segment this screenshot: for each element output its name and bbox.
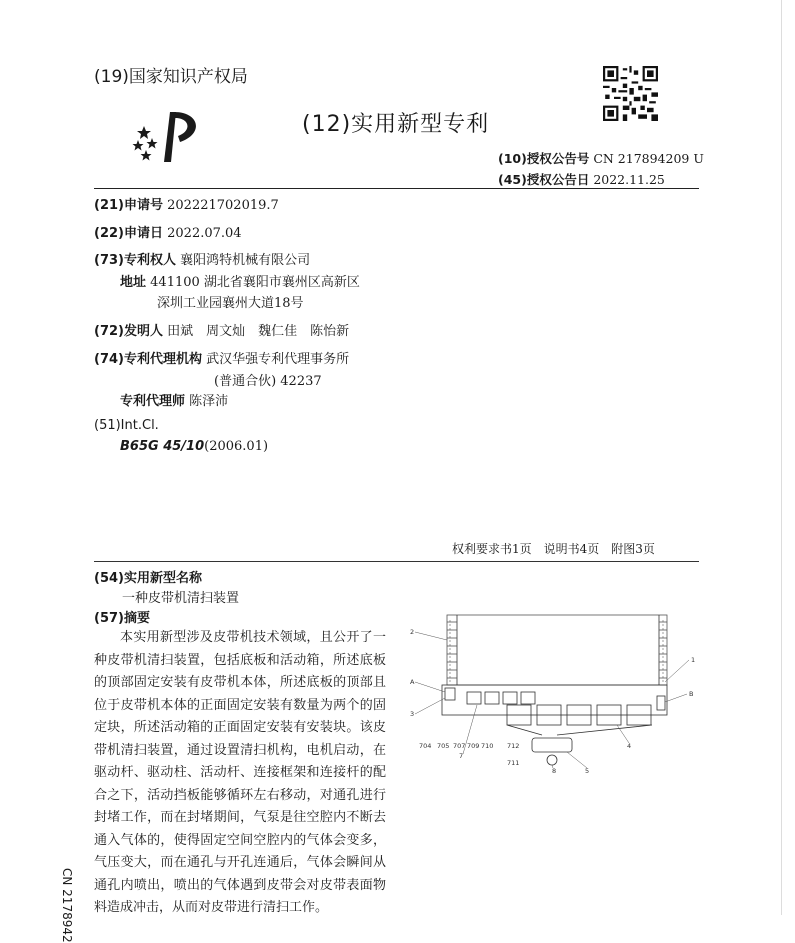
abstract-label: (57)摘要 [94,611,150,626]
svg-text:709: 709 [467,742,480,750]
application-date-label: (22)申请日 [94,226,163,241]
svg-text:B: B [689,690,694,698]
svg-text:1: 1 [691,656,696,664]
patent-office: (19)国家知识产权局 [94,67,248,87]
application-date: 2022.07.04 [167,226,242,241]
intcl-year: (2006.01) [204,439,269,454]
address-line-2: 深圳工业园襄州大道18号 [157,296,304,311]
publication-date-row [498,170,665,188]
intcl-row [120,439,268,454]
svg-text:A: A [410,678,415,686]
patent-holder-row [94,249,310,268]
address-line-1: 441100 湖北省襄阳市襄州区高新区 [150,275,360,290]
patent-holder-label: (73)专利权人 [94,253,176,268]
svg-text:710: 710 [481,742,494,750]
document-type: (12)实用新型专利 [302,112,490,137]
cnipa-emblem-icon [130,104,205,166]
agency-row [94,348,349,367]
application-number-label: (21)申请号 [94,198,163,213]
publication-number-row [498,149,704,167]
abstract-text: 本实用新型涉及皮带机技术领域，且公开了一种皮带机清扫装置，包括底板和活动箱，所述底板的顶部固定安装有皮带机本体，所述底板的顶部且位于皮带机本体的正面固定安装有数量为两个的固定块，所述活动箱的正面固定安装有安装块。该皮带机清扫装置，通过设置清扫机构，电机启动，在驱动杆、驱动柱、活动杆、连接框架和连接杆的配合之下，活动挡板能够循环左右移动，对通孔进行封堵工作，而在封堵期间，气泵是往空腔内不断去通入气体的，使得固定空间空腔内的气体会变多，气压变大，而在通孔与开孔连通后，气体会瞬间从通孔内喷出，喷出的气体遇到皮带会对皮带表面物料造成冲击，从而对皮带进行清扫工作。 [94,630,386,915]
svg-text:705: 705 [437,742,450,750]
application-number-row [94,194,279,213]
qr-code-icon [603,66,658,121]
address-row [120,271,360,290]
agent: 陈泽沛 [189,394,229,409]
svg-text:4: 4 [627,742,632,750]
svg-text:8: 8 [552,767,557,775]
svg-text:7: 7 [459,752,464,760]
inventors: 田斌 周文灿 魏仁佳 陈怡新 [167,324,350,339]
agency-line-1: 武汉华强专利代理事务所 [206,352,350,367]
intcl-code: B65G 45/10 [120,439,205,454]
patent-holder: 襄阳鸿特机械有限公司 [180,253,311,268]
svg-text:3: 3 [410,710,415,718]
header-rule [94,188,699,189]
svg-text:5: 5 [585,767,590,775]
inventors-label: (72)发明人 [94,324,163,339]
page-edge [781,0,782,915]
application-number: 202221702019.7 [167,198,279,213]
publication-date-label: (45)授权公告日 [498,172,590,187]
svg-text:704: 704 [419,742,432,750]
side-publication-number: CN 2178942 [60,868,74,943]
agent-row [120,390,228,409]
address-label: 地址 [120,275,147,290]
svg-text:712: 712 [507,742,520,750]
agency-label: (74)专利代理机构 [94,352,202,367]
svg-text:711: 711 [507,759,520,767]
svg-text:2: 2 [410,628,415,636]
intcl-label: (51)Int.Cl. [94,418,159,433]
svg-text:707: 707 [453,742,466,750]
publication-date: 2022.11.25 [593,172,665,187]
agent-label: 专利代理师 [120,394,186,409]
publication-number: CN 217894209 U [593,151,704,166]
publication-number-label: (10)授权公告号 [498,151,590,166]
application-date-row [94,222,242,241]
patent-drawing [407,610,697,780]
agency-line-2: (普通合伙) 42237 [214,374,322,389]
inventors-row [94,320,349,339]
title-label: (54)实用新型名称 [94,571,202,586]
section-rule [94,561,699,562]
utility-model-title: 一种皮带机清扫装置 [122,591,240,606]
page-count-summary: 权利要求书1页 说明书4页 附图3页 [452,542,655,556]
